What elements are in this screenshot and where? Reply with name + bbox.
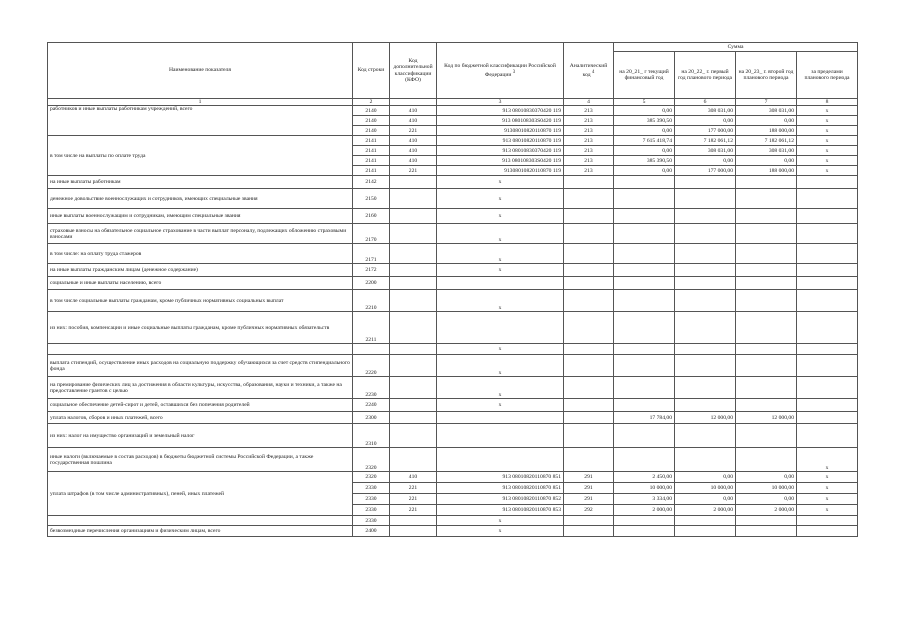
header-name: Наименование показателя [48,43,353,99]
row-analytic: 292 [564,505,614,516]
row-name [48,344,353,355]
table-row [48,355,858,377]
row-value-current [614,277,675,290]
row-value-first: 7 182 061,12 [675,136,736,146]
row-bk: 91308010820110870 119 [437,126,564,136]
table-row [48,377,858,399]
row-value-first: 308 031,00 [675,106,736,116]
row-value-beyond [797,516,858,526]
row-value-current [614,189,675,209]
row-bk: 913 080108303S0420 119 [437,116,564,126]
row-value-second [736,526,797,537]
table-row [48,136,858,146]
row-value-second: 2 000,00 [736,505,797,516]
row-bk: x [437,264,564,277]
row-value-current [614,312,675,344]
row-kfo [390,312,437,344]
row-value-second [736,312,797,344]
row-value-first [675,344,736,355]
row-value-first [675,526,736,537]
row-value-second [736,344,797,355]
row-value-first: 12 000,00 [675,412,736,424]
row-analytic [564,290,614,312]
row-value-current [614,448,675,472]
row-value-beyond: x [797,156,858,166]
row-bk: x [437,399,564,412]
row-code: 2330 [353,483,390,494]
row-kfo: 221 [390,494,437,505]
row-value-first: 177 000,00 [675,126,736,136]
row-code: 2400 [353,526,390,537]
row-value-first [675,176,736,189]
row-value-first: 0,00 [675,156,736,166]
row-analytic [564,176,614,189]
header-analytic [564,43,614,99]
column-number: 7 [736,99,797,106]
row-value-first [675,264,736,277]
row-name: из них: налог на имущество организаций и земельный налог [48,424,353,448]
row-value-first [675,209,736,224]
column-number: 8 [797,99,858,106]
row-bk: 913 08010820110870 851 [437,472,564,483]
table-row [48,412,858,424]
row-analytic [564,412,614,424]
row-value-second [736,264,797,277]
row-analytic: 291 [564,472,614,483]
row-bk [437,424,564,448]
row-value-beyond [797,176,858,189]
row-code: 2320 [353,472,390,483]
row-code: 2140 [353,116,390,126]
row-value-first [675,224,736,244]
row-value-second: 12 000,00 [736,412,797,424]
row-analytic: 213 [564,126,614,136]
row-code: 2220 [353,355,390,377]
row-value-beyond: x [797,166,858,176]
row-value-first [675,244,736,264]
row-analytic [564,209,614,224]
row-value-beyond: x [797,146,858,156]
column-number: 6 [675,99,736,106]
row-kfo [390,176,437,189]
row-name: в том числе социальные выплаты гражданам, кроме публичных нормативных социальных выплат [48,290,353,312]
row-value-current: 17 784,00 [614,412,675,424]
header-year-second: на 20_23_ г. второй год планового периода [736,52,797,99]
row-value-beyond: x [797,483,858,494]
row-code: 2172 [353,264,390,277]
row-value-first: 0,00 [675,494,736,505]
row-value-second: 0,00 [736,116,797,126]
row-name: безвозмездные перечисления организациям и физическим лицам, всего [48,526,353,537]
row-bk: x [437,176,564,189]
row-value-current [614,209,675,224]
row-analytic: 213 [564,166,614,176]
row-kfo [390,277,437,290]
row-analytic [564,424,614,448]
row-kfo: 410 [390,106,437,116]
row-value-first [675,189,736,209]
row-value-second [736,277,797,290]
row-value-second: 7 182 061,12 [736,136,797,146]
row-value-beyond: x [797,126,858,136]
row-kfo [390,355,437,377]
row-analytic [564,516,614,526]
row-code: 2142 [353,176,390,189]
row-analytic [564,355,614,377]
header-beyond: за пределами планового периода [797,52,858,99]
row-kfo: 410 [390,156,437,166]
row-analytic [564,277,614,290]
row-value-current [614,516,675,526]
row-bk: x [437,209,564,224]
row-bk: 91308010820110870 119 [437,166,564,176]
row-value-second: 188 000,00 [736,126,797,136]
row-value-current [614,290,675,312]
row-value-second [736,209,797,224]
row-kfo: 221 [390,483,437,494]
column-number: 1 [48,99,353,106]
row-name: работников и иные выплаты работникам учреждений, всего [48,106,353,136]
row-value-second [736,176,797,189]
header-kfo: Код дополнительной классификации (КФО) [390,43,437,99]
row-analytic [564,344,614,355]
row-value-current: 2 000,00 [614,505,675,516]
row-analytic: 213 [564,136,614,146]
header-bk [437,43,564,99]
row-kfo: 221 [390,126,437,136]
row-value-current [614,244,675,264]
row-code: 2330 [353,516,390,526]
row-kfo: 410 [390,146,437,156]
row-value-second [736,224,797,244]
row-code: 2200 [353,277,390,290]
row-analytic [564,189,614,209]
row-name: уплата налогов, сборов и иных платежей, всего [48,412,353,424]
column-number: 2 [353,99,390,106]
row-value-first [675,516,736,526]
row-analytic: 213 [564,146,614,156]
header-bk-text: Код по бюджетной классификации Российской Федерации [444,63,556,78]
row-kfo [390,516,437,526]
row-name: страховые взносы на обязательное социальное страхование в части выплат персоналу, подлежащих обложению страховыми взносами [48,224,353,244]
row-value-first [675,277,736,290]
row-value-current: 7 615 418,74 [614,136,675,146]
header-analytic-text: Аналитический код [569,63,608,78]
row-value-beyond: x [797,106,858,116]
row-kfo [390,412,437,424]
row-value-first: 0,00 [675,472,736,483]
row-bk: x [437,377,564,399]
row-code: 2330 [353,505,390,516]
row-code: 2141 [353,136,390,146]
row-value-beyond: x [797,472,858,483]
row-kfo [390,209,437,224]
row-bk: x [437,244,564,264]
row-value-beyond [797,209,858,224]
row-value-current [614,424,675,448]
header-analytic-sup: 4 [592,69,595,75]
row-value-first [675,355,736,377]
row-value-first [675,448,736,472]
row-analytic [564,244,614,264]
row-analytic: 291 [564,494,614,505]
row-value-current [614,224,675,244]
row-value-first [675,399,736,412]
row-value-beyond [797,312,858,344]
row-value-second: 188 000,00 [736,166,797,176]
row-value-first [675,377,736,399]
table-row [48,277,858,290]
row-analytic: 213 [564,106,614,116]
row-value-first: 177 000,00 [675,166,736,176]
row-value-first: 308 031,00 [675,146,736,156]
row-analytic [564,312,614,344]
row-name: денежное довольствие военнослужащих и сотрудников, имеющих специальные звания [48,189,353,209]
row-name: иные налоги (включаемые в состав расходов) в бюджеты бюджетной системы Российской Федерации, а также государственная пошлина [48,448,353,472]
row-value-current [614,344,675,355]
row-name: социальное обеспечение детей-сирот и детей, оставшихся без попечения родителей [48,399,353,412]
row-bk: x [437,344,564,355]
header-year-current: на 20_21_ г текущий финансовый год [614,52,675,99]
row-name: из них: пособия, компенсации и иные социальные выплаты гражданам, кроме публичных нормативных обязательств [48,312,353,344]
row-analytic [564,264,614,277]
row-bk: x [437,516,564,526]
row-name [48,516,353,526]
row-value-beyond [797,277,858,290]
row-code: 2230 [353,377,390,399]
row-kfo [390,290,437,312]
row-bk: x [437,526,564,537]
row-code: 2330 [353,494,390,505]
table-row [48,244,858,264]
row-bk: x [437,355,564,377]
row-code: 2141 [353,166,390,176]
row-name: в том числе на выплаты по оплате труда [48,136,353,176]
header-bk-sup: 3 [512,69,516,75]
row-value-current: 385 390,50 [614,116,675,126]
row-value-current: 2 450,00 [614,472,675,483]
row-value-beyond [797,424,858,448]
table-row [48,448,858,472]
row-value-first: 2 000,00 [675,505,736,516]
row-code: 2141 [353,146,390,156]
row-bk: 913 08010830370420 119 [437,146,564,156]
table-row [48,472,858,483]
row-kfo [390,448,437,472]
row-value-second: 308 031,00 [736,146,797,156]
row-analytic [564,448,614,472]
table-row [48,106,858,116]
table-row [48,344,858,355]
table-row [48,264,858,277]
row-kfo [390,424,437,448]
row-code: 2240 [353,399,390,412]
row-bk: x [437,224,564,244]
column-number: 5 [614,99,675,106]
row-value-beyond [797,399,858,412]
table-row [48,516,858,526]
row-value-second: 0,00 [736,472,797,483]
row-value-current [614,264,675,277]
row-value-current: 3 334,00 [614,494,675,505]
row-value-second [736,189,797,209]
row-value-beyond [797,244,858,264]
row-bk [437,448,564,472]
row-analytic: 213 [564,156,614,166]
row-name: социальные и иные выплаты населению, всего [48,277,353,290]
row-bk: x [437,189,564,209]
row-value-current: 385 390,50 [614,156,675,166]
row-value-beyond [797,412,858,424]
row-value-beyond [797,355,858,377]
row-kfo [390,377,437,399]
row-value-current: 0,00 [614,126,675,136]
row-name: в том числе: на оплату труда стажеров [48,244,353,264]
row-value-beyond: x [797,448,858,472]
row-kfo [390,224,437,244]
table-row [48,209,858,224]
row-value-current: 0,00 [614,106,675,116]
row-bk: 913 08010820110870 852 [437,494,564,505]
row-code: 2170 [353,224,390,244]
row-analytic: 291 [564,483,614,494]
table-row [48,290,858,312]
table-row [48,424,858,448]
row-name: выплата стипендий, осуществление иных расходов на социальную поддержку обучающихся за счет средств стипендиального фонда [48,355,353,377]
row-analytic [564,377,614,399]
row-value-current [614,377,675,399]
row-value-current: 0,00 [614,166,675,176]
header-sum: Сумма [614,43,858,52]
row-value-second: 0,00 [736,494,797,505]
table-row [48,189,858,209]
row-kfo [390,399,437,412]
row-code: 2310 [353,424,390,448]
header-year-first: на 20_22_ г. первый год планового периода [675,52,736,99]
row-value-second: 308 031,00 [736,106,797,116]
row-analytic [564,224,614,244]
row-code: 2160 [353,209,390,224]
row-value-beyond: x [797,136,858,146]
row-kfo: 410 [390,472,437,483]
row-value-second [736,355,797,377]
row-code: 2300 [353,412,390,424]
row-value-second [736,290,797,312]
row-kfo: 221 [390,505,437,516]
row-value-second: 0,00 [736,156,797,166]
row-kfo: 221 [390,166,437,176]
row-bk: 913 08010830370420 119 [437,106,564,116]
row-kfo [390,244,437,264]
row-bk: x [437,290,564,312]
row-code: 2141 [353,156,390,166]
row-value-beyond: x [797,494,858,505]
row-code: 2320 [353,448,390,472]
row-kfo [390,344,437,355]
row-analytic [564,526,614,537]
row-kfo: 410 [390,116,437,126]
row-value-first [675,312,736,344]
row-kfo [390,526,437,537]
row-bk: 913 08010820110870 851 [437,483,564,494]
row-code: 2150 [353,189,390,209]
table-row [48,224,858,244]
row-value-first [675,424,736,448]
row-code: 2171 [353,244,390,264]
column-number: 4 [564,99,614,106]
row-value-second [736,377,797,399]
row-value-beyond [797,344,858,355]
row-value-current: 10 000,00 [614,483,675,494]
row-analytic: 213 [564,116,614,126]
header-row-code: Код строки [353,43,390,99]
row-value-second [736,244,797,264]
row-kfo [390,264,437,277]
row-value-first [675,290,736,312]
row-analytic [564,399,614,412]
row-name: иные выплаты военнослужащим и сотрудникам, имеющим специальные звания [48,209,353,224]
row-value-first: 10 000,00 [675,483,736,494]
row-name: уплата штрафов (в том числе административных), пеней, иных платежей [48,472,353,516]
row-value-beyond [797,189,858,209]
row-value-beyond: x [797,505,858,516]
row-value-current [614,399,675,412]
table-row [48,399,858,412]
row-value-second [736,448,797,472]
row-code: 2140 [353,106,390,116]
row-bk [437,412,564,424]
row-value-beyond [797,264,858,277]
table-row [48,176,858,189]
row-value-second [736,516,797,526]
row-name: на иные выплаты гражданским лицам (денежное содержание) [48,264,353,277]
row-bk [437,312,564,344]
row-code: 2140 [353,126,390,136]
row-bk: 913 08010820110870 119 [437,136,564,146]
row-kfo: 410 [390,136,437,146]
table-row [48,526,858,537]
row-value-beyond [797,290,858,312]
row-name: на иные выплаты работникам [48,176,353,189]
row-value-second [736,399,797,412]
row-bk [437,277,564,290]
row-name: на премирование физических лиц за достижения в области культуры, искусства, образования, науки и техники, а также на предоставление грантов с целью [48,377,353,399]
row-code [353,344,390,355]
row-value-second: 10 000,00 [736,483,797,494]
row-bk: 913 08010820110870 853 [437,505,564,516]
row-value-current [614,176,675,189]
column-number: 3 [437,99,564,106]
row-value-current [614,526,675,537]
table-row [48,312,858,344]
row-value-beyond [797,526,858,537]
row-value-first: 0,00 [675,116,736,126]
row-value-beyond [797,224,858,244]
row-value-beyond [797,377,858,399]
column-number-row [48,99,858,106]
row-bk: 913 080108303S0420 119 [437,156,564,166]
row-code: 2210 [353,290,390,312]
row-code: 2211 [353,312,390,344]
column-number [390,99,437,106]
row-value-current: 0,00 [614,146,675,156]
row-value-current [614,355,675,377]
row-kfo [390,189,437,209]
budget-table [47,42,858,537]
row-value-second [736,424,797,448]
row-value-beyond: x [797,116,858,126]
